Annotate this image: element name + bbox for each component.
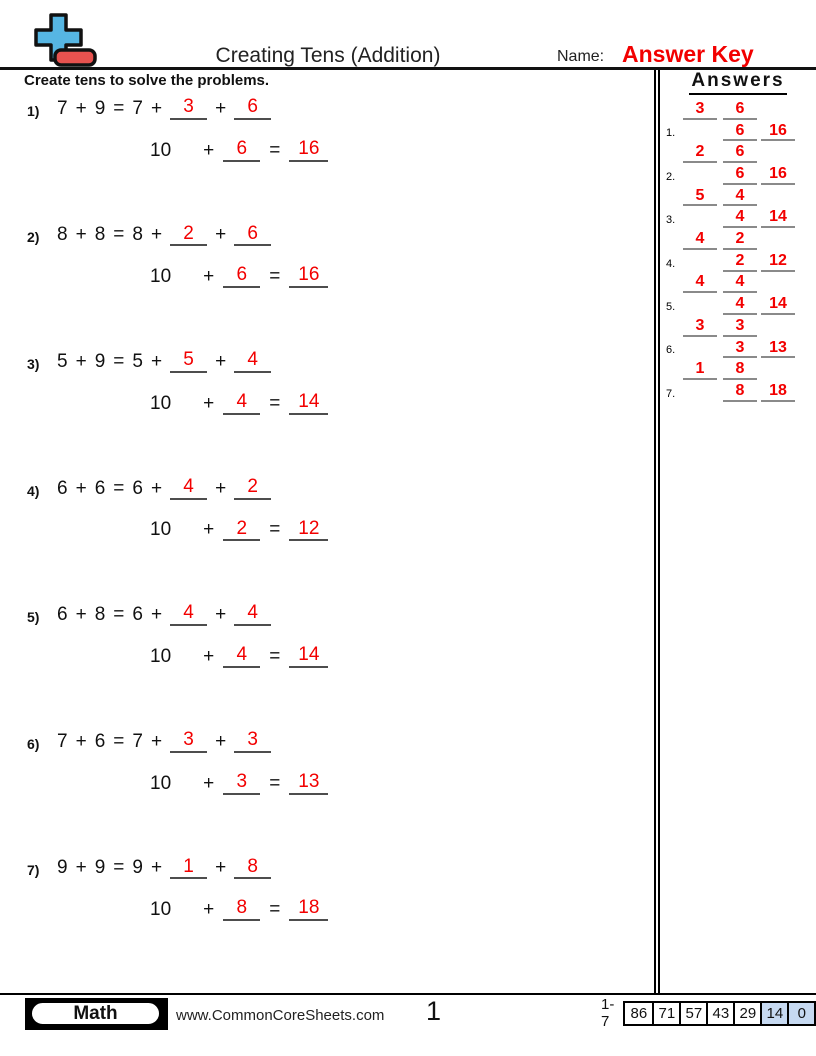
answer-row-2 bbox=[662, 380, 814, 402]
score-cell: 14 bbox=[760, 1003, 787, 1024]
answer-part1: 2 bbox=[683, 144, 717, 163]
answer-blank-sum: 16 bbox=[289, 138, 328, 162]
answer-blank-part2: 4 bbox=[234, 602, 271, 626]
answers-list bbox=[662, 98, 814, 402]
plus-sign: + bbox=[203, 392, 215, 414]
problem-block bbox=[0, 96, 656, 223]
addend-a: 6 bbox=[57, 477, 68, 499]
answer-row-1 bbox=[662, 98, 814, 120]
answer-entry bbox=[662, 141, 814, 184]
plus-sign: + bbox=[150, 97, 163, 119]
plus-sign: + bbox=[75, 730, 87, 752]
score-table bbox=[623, 1001, 816, 1026]
answer-part1: 4 bbox=[683, 274, 717, 293]
problem-line-2 bbox=[150, 264, 656, 288]
addend-a: 8 bbox=[57, 224, 68, 246]
ten-value: 10 bbox=[150, 139, 172, 161]
plus-sign: + bbox=[75, 604, 87, 626]
answer-blank-sum: 14 bbox=[289, 644, 328, 668]
plus-sign: + bbox=[203, 519, 215, 541]
answer-sum: 16 bbox=[761, 166, 795, 185]
plus-sign: + bbox=[150, 351, 163, 373]
answer-blank-addend: 6 bbox=[223, 264, 260, 288]
answer-sum: 16 bbox=[761, 123, 795, 142]
problem-line-1 bbox=[27, 602, 656, 626]
answer-entry-number: 2. bbox=[666, 170, 676, 183]
problem-number: 4) bbox=[27, 482, 40, 499]
answer-key-text: Answer Key bbox=[622, 41, 754, 67]
answer-entry-number: 6. bbox=[666, 344, 676, 357]
problem-line-1 bbox=[27, 349, 656, 373]
answer-blank-sum: 16 bbox=[289, 264, 328, 288]
subject-badge-label: Math bbox=[30, 1001, 161, 1026]
equals-sign: = bbox=[113, 857, 125, 879]
problem-line-1 bbox=[27, 223, 656, 247]
answer-part2: 3 bbox=[723, 318, 757, 337]
answer-blank-addend: 4 bbox=[223, 391, 260, 415]
answer-entry-number: 1. bbox=[666, 127, 676, 140]
equals-sign: = bbox=[269, 772, 281, 794]
equals-sign: = bbox=[269, 392, 281, 414]
problem-number: 6) bbox=[27, 735, 40, 752]
answer-blank-part1: 3 bbox=[170, 96, 207, 120]
answer-row-2 bbox=[662, 163, 814, 185]
answer-part1: 3 bbox=[683, 101, 717, 120]
answer-addend: 2 bbox=[723, 253, 757, 272]
equals-sign: = bbox=[269, 266, 281, 288]
answer-entry-number: 4. bbox=[666, 257, 676, 270]
answer-part1: 3 bbox=[683, 318, 717, 337]
plus-sign: + bbox=[150, 604, 163, 626]
answer-entry bbox=[662, 228, 814, 271]
answer-addend: 6 bbox=[723, 123, 757, 142]
name-label: Name: bbox=[557, 48, 605, 65]
answer-part2: 4 bbox=[723, 274, 757, 293]
addend-b: 6 bbox=[94, 477, 106, 499]
problem-line-1 bbox=[27, 856, 656, 880]
answer-sum: 14 bbox=[761, 209, 795, 228]
answer-sum: 12 bbox=[761, 253, 795, 272]
plus-sign: + bbox=[203, 772, 215, 794]
score-cell: 86 bbox=[625, 1003, 652, 1024]
plus-sign: + bbox=[75, 97, 87, 119]
addend-b: 9 bbox=[94, 857, 106, 879]
answer-addend: 6 bbox=[723, 166, 757, 185]
plus-sign: + bbox=[75, 857, 87, 879]
answer-entry-number: 7. bbox=[666, 387, 676, 400]
answer-entry-number: 5. bbox=[666, 300, 676, 313]
answer-blank-part1: 4 bbox=[170, 476, 207, 500]
problem-block bbox=[0, 476, 656, 603]
problem-number: 7) bbox=[27, 862, 40, 879]
answer-blank-sum: 18 bbox=[289, 897, 328, 921]
addend-a-repeat: 6 bbox=[132, 604, 143, 626]
answer-part1: 5 bbox=[683, 188, 717, 207]
problem-number: 2) bbox=[27, 229, 40, 246]
addend-a: 6 bbox=[57, 604, 68, 626]
addend-a-repeat: 9 bbox=[132, 857, 143, 879]
score-cell: 57 bbox=[679, 1003, 706, 1024]
score-strip bbox=[601, 996, 816, 1030]
answer-blank-part1: 2 bbox=[170, 223, 207, 247]
answer-sum: 13 bbox=[761, 340, 795, 359]
answer-addend: 3 bbox=[723, 340, 757, 359]
answer-part2: 4 bbox=[723, 188, 757, 207]
score-cell: 71 bbox=[652, 1003, 679, 1024]
problem-block bbox=[0, 349, 656, 476]
addend-a: 7 bbox=[57, 730, 68, 752]
addend-a-repeat: 7 bbox=[132, 730, 143, 752]
equals-sign: = bbox=[113, 351, 125, 373]
plus-sign: + bbox=[215, 97, 227, 119]
plus-sign: + bbox=[215, 730, 227, 752]
plus-sign: + bbox=[215, 604, 227, 626]
answer-blank-part2: 6 bbox=[234, 96, 271, 120]
site-url: www.CommonCoreSheets.com bbox=[176, 1007, 385, 1024]
answer-row-2 bbox=[662, 293, 814, 315]
answers-panel bbox=[662, 70, 814, 402]
answer-entry bbox=[662, 358, 814, 401]
answer-blank-addend: 2 bbox=[223, 518, 260, 542]
score-cell: 43 bbox=[706, 1003, 733, 1024]
answer-blank-sum: 12 bbox=[289, 518, 328, 542]
plus-sign: + bbox=[203, 899, 215, 921]
plus-sign: + bbox=[215, 224, 227, 246]
answer-row-2 bbox=[662, 206, 814, 228]
problem-line-2 bbox=[150, 897, 656, 921]
answer-blank-part2: 8 bbox=[234, 856, 271, 880]
equals-sign: = bbox=[269, 519, 281, 541]
problem-number: 3) bbox=[27, 356, 40, 373]
equals-sign: = bbox=[113, 224, 125, 246]
answer-row-1 bbox=[662, 315, 814, 337]
ten-value: 10 bbox=[150, 899, 172, 921]
answer-blank-sum: 14 bbox=[289, 391, 328, 415]
plus-sign: + bbox=[150, 477, 163, 499]
answer-sum: 18 bbox=[761, 383, 795, 402]
answer-blank-part2: 2 bbox=[234, 476, 271, 500]
score-range-label: 1-7 bbox=[601, 996, 615, 1030]
plus-sign: + bbox=[203, 646, 215, 668]
plus-sign: + bbox=[75, 477, 87, 499]
plus-sign: + bbox=[215, 351, 227, 373]
plus-sign: + bbox=[203, 139, 215, 161]
page-title: Creating Tens (Addition) bbox=[215, 44, 441, 67]
addend-a-repeat: 7 bbox=[132, 97, 143, 119]
score-cell: 0 bbox=[787, 1003, 814, 1024]
answers-double-divider bbox=[654, 70, 660, 994]
answer-part2: 8 bbox=[723, 361, 757, 380]
answer-entry-number: 3. bbox=[666, 214, 676, 227]
addend-b: 9 bbox=[94, 97, 106, 119]
equals-sign: = bbox=[113, 730, 125, 752]
plus-sign: + bbox=[215, 477, 227, 499]
answer-blank-part1: 5 bbox=[170, 349, 207, 373]
ten-value: 10 bbox=[150, 392, 172, 414]
answer-part2: 6 bbox=[723, 144, 757, 163]
answer-entry bbox=[662, 98, 814, 141]
addend-b: 9 bbox=[94, 351, 106, 373]
answer-row-1 bbox=[662, 358, 814, 380]
plus-sign: + bbox=[150, 857, 163, 879]
equals-sign: = bbox=[269, 646, 281, 668]
equals-sign: = bbox=[113, 604, 125, 626]
answer-addend: 4 bbox=[723, 209, 757, 228]
answer-blank-addend: 4 bbox=[223, 644, 260, 668]
footer-divider bbox=[0, 993, 816, 995]
answer-sum: 14 bbox=[761, 296, 795, 315]
equals-sign: = bbox=[269, 899, 281, 921]
ten-value: 10 bbox=[150, 772, 172, 794]
problem-block bbox=[0, 223, 656, 350]
addend-b: 6 bbox=[94, 730, 106, 752]
problem-line-2 bbox=[150, 391, 656, 415]
answer-blank-part1: 4 bbox=[170, 602, 207, 626]
problem-block bbox=[0, 729, 656, 856]
plus-sign: + bbox=[150, 730, 163, 752]
equals-sign: = bbox=[113, 97, 125, 119]
ten-value: 10 bbox=[150, 646, 172, 668]
problem-line-1 bbox=[27, 729, 656, 753]
answer-row-1 bbox=[662, 228, 814, 250]
answer-entry bbox=[662, 185, 814, 228]
score-cell: 29 bbox=[733, 1003, 760, 1024]
page-number: 1 bbox=[426, 996, 442, 1026]
problem-line-2 bbox=[150, 771, 656, 795]
equals-sign: = bbox=[113, 477, 125, 499]
answer-blank-part2: 3 bbox=[234, 729, 271, 753]
plus-sign: + bbox=[150, 224, 163, 246]
answers-title: Answers bbox=[689, 70, 786, 95]
problem-block bbox=[0, 856, 656, 983]
answer-addend: 4 bbox=[723, 296, 757, 315]
problems-list bbox=[0, 96, 656, 982]
instruction-text: Create tens to solve the problems. bbox=[24, 72, 270, 89]
addend-a: 9 bbox=[57, 857, 68, 879]
problem-line-1 bbox=[27, 476, 656, 500]
plus-sign: + bbox=[215, 857, 227, 879]
answer-blank-addend: 3 bbox=[223, 771, 260, 795]
addend-b: 8 bbox=[94, 604, 106, 626]
answer-row-1 bbox=[662, 272, 814, 294]
answer-entry bbox=[662, 272, 814, 315]
addend-a-repeat: 5 bbox=[132, 351, 143, 373]
problem-line-2 bbox=[150, 138, 656, 162]
answer-blank-sum: 13 bbox=[289, 771, 328, 795]
problem-number: 5) bbox=[27, 609, 40, 626]
answer-row-1 bbox=[662, 185, 814, 207]
answer-row-2 bbox=[662, 250, 814, 272]
answer-row-1 bbox=[662, 141, 814, 163]
ten-value: 10 bbox=[150, 519, 172, 541]
answer-blank-part2: 6 bbox=[234, 223, 271, 247]
answer-part1: 4 bbox=[683, 231, 717, 250]
answer-part1: 1 bbox=[683, 361, 717, 380]
answer-blank-part2: 4 bbox=[234, 349, 271, 373]
answer-row-2 bbox=[662, 337, 814, 359]
plus-sign: + bbox=[75, 224, 87, 246]
problem-line-1 bbox=[27, 96, 656, 120]
addend-a-repeat: 6 bbox=[132, 477, 143, 499]
answer-addend: 8 bbox=[723, 383, 757, 402]
answer-blank-addend: 6 bbox=[223, 138, 260, 162]
answer-blank-part1: 1 bbox=[170, 856, 207, 880]
plus-sign: + bbox=[203, 266, 215, 288]
ten-value: 10 bbox=[150, 266, 172, 288]
answer-blank-part1: 3 bbox=[170, 729, 207, 753]
equals-sign: = bbox=[269, 139, 281, 161]
answer-entry bbox=[662, 315, 814, 358]
answer-part2: 6 bbox=[723, 101, 757, 120]
answer-row-2 bbox=[662, 120, 814, 142]
problem-line-2 bbox=[150, 644, 656, 668]
problem-block bbox=[0, 602, 656, 729]
addend-a: 5 bbox=[57, 351, 68, 373]
answer-blank-addend: 8 bbox=[223, 897, 260, 921]
addend-a: 7 bbox=[57, 97, 68, 119]
addend-b: 8 bbox=[94, 224, 106, 246]
problem-line-2 bbox=[150, 518, 656, 542]
addend-a-repeat: 8 bbox=[132, 224, 143, 246]
subject-badge bbox=[25, 998, 168, 1030]
answer-part2: 2 bbox=[723, 231, 757, 250]
plus-sign: + bbox=[75, 351, 87, 373]
problem-number: 1) bbox=[27, 102, 40, 119]
